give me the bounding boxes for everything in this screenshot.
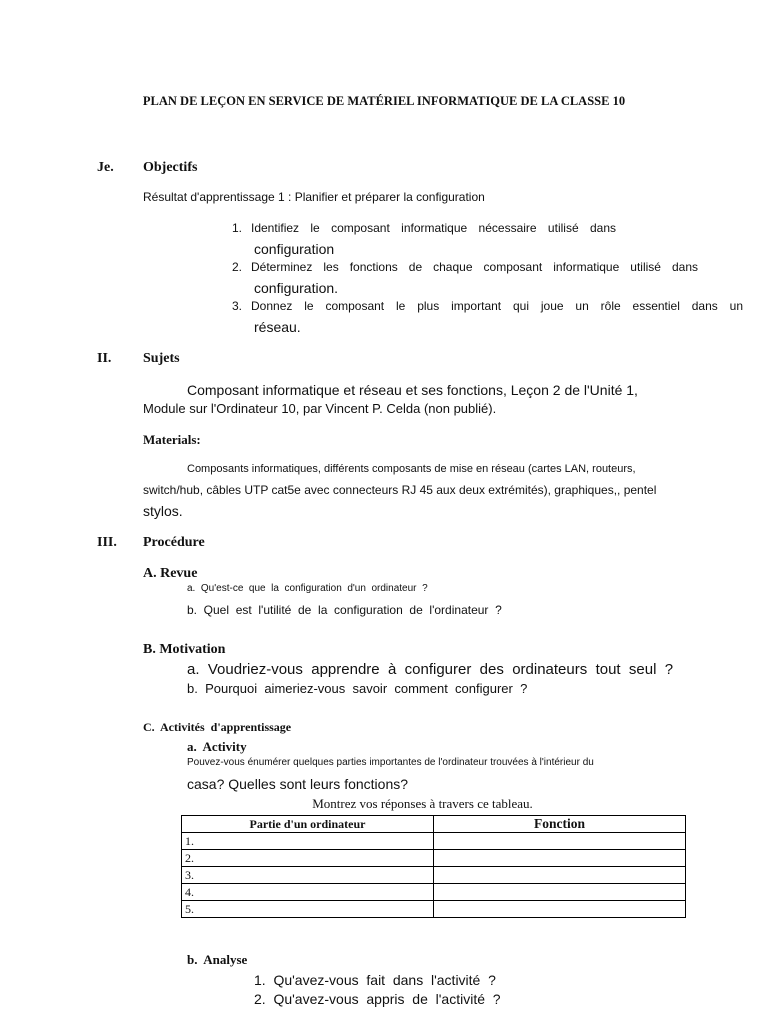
answer-table (181, 815, 686, 918)
table-caption: Montrez vos réponses à travers ce tableau. (312, 796, 533, 811)
table-row (182, 850, 686, 867)
subject-reference: Composant informatique et réseau et ses fonctions, Leçon 2 de l'Unité 1, (187, 382, 638, 398)
table-cell-function[interactable] (434, 901, 686, 918)
objective-text-continued: configuration. (254, 280, 339, 296)
motivation-title: B. Motivation (143, 642, 226, 657)
section-1-title: Objectifs (143, 160, 198, 175)
analysis-question: 2. Qu'avez-vous appris de l'activité ? (254, 991, 501, 1007)
objective-text-continued: réseau. (254, 319, 301, 335)
table-cell-function[interactable] (434, 867, 686, 884)
table-cell-function[interactable] (434, 833, 686, 850)
materials-text-continued: stylos. (143, 503, 183, 519)
table-cell-function[interactable] (434, 884, 686, 901)
review-question: b. Quel est l'utilité de la configuration de l'ordinateur ? (187, 603, 502, 617)
table-row (182, 867, 686, 884)
objective-text: Déterminez les fonctions de chaque composant informatique utilisé dans (251, 260, 698, 274)
objective-text-continued: configuration (254, 241, 335, 257)
objective-number: 1. (232, 221, 243, 235)
activity-title: a. Activity (187, 739, 247, 754)
analysis-title: b. Analyse (187, 952, 248, 967)
motivation-question: b. Pourquoi aimeriez-vous savoir comment configurer ? (187, 681, 528, 696)
section-1-number: Je. (97, 160, 114, 175)
table-row (182, 901, 686, 918)
section-3-number: III. (97, 535, 117, 550)
table-cell-function[interactable] (434, 850, 686, 867)
table-header-row (182, 816, 686, 833)
activity-instructions-continued: casa? Quelles sont leurs fonctions? (187, 776, 409, 792)
materials-title: Materials: (143, 432, 201, 447)
table-cell-part[interactable]: 2. (182, 850, 434, 867)
table-cell-part[interactable]: 4. (182, 884, 434, 901)
table-cell-part[interactable]: 5. (182, 901, 434, 918)
section-2-title: Sujets (143, 351, 180, 366)
objective-text: Identifiez le composant informatique nécessaire utilisé dans (251, 221, 616, 235)
objective-number: 3. (232, 299, 243, 313)
learning-outcome: Résultat d'apprentissage 1 : Planifier et préparer la configuration (143, 190, 485, 204)
materials-text-continued: switch/hub, câbles UTP cat5e avec connecteurs RJ 45 aux deux extrémités), graphiques,, pentel (143, 483, 657, 497)
table-header-function: Fonction (434, 816, 686, 833)
table-cell-part[interactable]: 1. (182, 833, 434, 850)
subject-reference-continued: Module sur l'Ordinateur 10, par Vincent P. Celda (non publié). (143, 401, 497, 416)
table-header-part: Partie d'un ordinateur (182, 816, 434, 833)
table-cell-part[interactable]: 3. (182, 867, 434, 884)
materials-text: Composants informatiques, différents composants de mise en réseau (cartes LAN, routeurs, (187, 463, 636, 475)
table-row (182, 884, 686, 901)
objective-number: 2. (232, 260, 243, 274)
motivation-question: a. Voudriez-vous apprendre à configurer des ordinateurs tout seul ? (187, 661, 674, 678)
activities-title: C. Activités d'apprentissage (143, 720, 292, 734)
section-3-title: Procédure (143, 535, 205, 550)
review-title: A. Revue (143, 566, 198, 581)
review-question: a. Qu'est-ce que la configuration d'un ordinateur ? (187, 583, 428, 594)
objective-text: Donnez le composant le plus important qui joue un rôle essentiel dans un (251, 299, 743, 313)
activity-instructions: Pouvez-vous énumérer quelques parties importantes de l'ordinateur trouvées à l'intérieur du (187, 757, 594, 768)
table-row (182, 833, 686, 850)
document-title: PLAN DE LEÇON EN SERVICE DE MATÉRIEL INFORMATIQUE DE LA CLASSE 10 (142, 94, 626, 108)
section-2-number: II. (97, 351, 112, 366)
analysis-question: 1. Qu'avez-vous fait dans l'activité ? (254, 972, 496, 988)
